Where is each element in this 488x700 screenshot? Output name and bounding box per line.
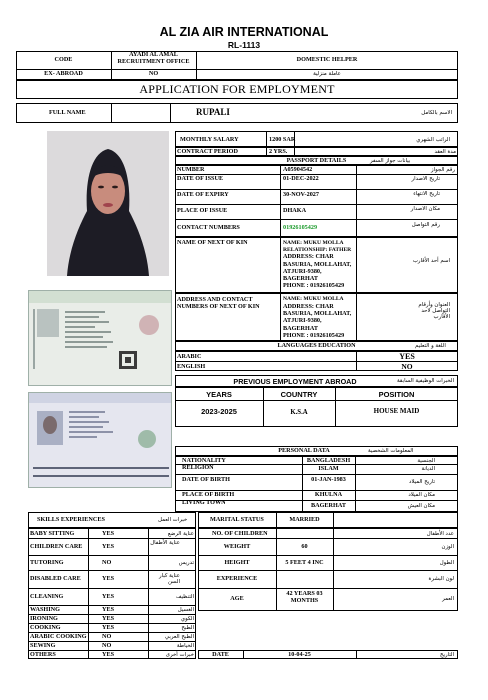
personal-section-arabic: المعلومات الشخصية	[368, 447, 414, 454]
pob-arabic: مكان الميلاد	[408, 492, 435, 498]
arabic-language-label: ARABIC	[177, 353, 202, 360]
languages-section-title: LANGUAGES EDUCATION	[277, 342, 356, 349]
kin-label: NAME OF NEXT OF KIN	[177, 239, 248, 246]
prev-employment-arabic: الخبرات الوظيفية السابقة	[396, 378, 454, 384]
contact-value: 01926105429	[283, 224, 318, 231]
applicant-photo	[47, 131, 169, 276]
height-label: HEIGHT	[224, 559, 250, 566]
country-value: K.S.A	[290, 409, 308, 416]
marital-value: MARRIED	[289, 516, 320, 523]
skill-ironing-label: IRONING	[30, 615, 58, 622]
religion-label: RELIGION	[182, 463, 214, 471]
company-name: AL ZIA AIR INTERNATIONAL	[159, 25, 329, 39]
skill-disabled-care-value: YES	[102, 575, 115, 582]
expiry-date-arabic: تاريخ الانتهاء	[413, 191, 440, 197]
living-town-value: BAGERHAT	[311, 502, 346, 509]
place-of-issue-arabic: مكان الاصدار	[410, 206, 440, 212]
nationality-arabic: الجنسية	[417, 457, 435, 464]
position-value-row: HOUSE MAID	[373, 407, 420, 415]
skill-tutoring-label: TUTORING	[30, 559, 64, 566]
nationality-value: BANGLADESH	[306, 456, 351, 464]
religion-value: ISLAM	[318, 465, 339, 472]
skill-children-care-label: CHILDREN CARE	[30, 543, 83, 550]
skill-washing-arabic: الغسيل	[177, 607, 194, 613]
skill-cooking-value: YES	[102, 624, 115, 631]
ex-abroad-label: EX- ABROAD	[44, 70, 83, 77]
age-arabic: العمر	[442, 596, 454, 602]
skill-cleaning-label: CLEANING	[30, 593, 64, 600]
experience-label: EXPERIENCE	[216, 575, 258, 582]
skill-others-arabic: خبرات أخرى	[165, 652, 194, 658]
age-label: AGE	[230, 595, 244, 602]
skill-tutoring-value: NO	[102, 559, 112, 566]
contract-arabic: مدة العقد	[434, 148, 456, 155]
pob-label: PLACE OF BIRTH	[182, 491, 235, 498]
date-value: 10-04-25	[288, 650, 311, 658]
children-count-arabic: عدد الأطفال	[426, 531, 454, 537]
passport-image	[28, 392, 172, 488]
skill-arabic-cooking-label: ARABIC COOKING	[30, 633, 87, 640]
experience-arabic: لون البشرة	[428, 576, 454, 582]
height-value: 5 FEET 4 INC	[285, 559, 324, 566]
skill-disabled-care-arabic: عناية كبار السن	[158, 573, 180, 585]
ex-abroad-value: NO	[148, 70, 159, 77]
passport-section-title: PASSPORT DETAILS	[286, 156, 347, 164]
date-label: DATE	[212, 650, 229, 658]
skill-washing-label: WASHING	[30, 606, 60, 613]
skill-arabic-cooking-value: NO	[102, 633, 112, 640]
arabic-language-value: YES	[399, 352, 415, 361]
issue-date-arabic: تاريخ الاصدار	[411, 176, 440, 182]
living-town-arabic: مكان العيش	[407, 503, 435, 509]
passport-number-label: NUMBER	[177, 166, 205, 173]
weight-value: 60	[301, 543, 308, 550]
years-header: YEARS	[206, 390, 232, 399]
english-language-label: ENGLISH	[177, 362, 206, 370]
id-card-image	[28, 290, 172, 386]
skill-sewing-value: NO	[102, 642, 112, 649]
address-details: NAME: MUKU MOLLA ADDRESS: CHAR BASURIA, MOLLAHAT, ATJURI-9380, BAGERHAT PHONE : 01926105429	[283, 296, 352, 339]
country-header: COUNTRY	[280, 390, 318, 399]
kin-arabic: اسم أحد الأقارب	[412, 258, 450, 264]
place-of-issue-label: PLACE OF ISSUE	[177, 207, 228, 214]
expiry-date-value: 30-NOV-2027	[283, 191, 319, 198]
skill-children-care-value: YES	[102, 543, 115, 550]
skill-cleaning-value: YES	[102, 593, 115, 600]
full-name-value: RUPALI	[196, 107, 230, 117]
skill-baby-sitting-value: YES	[102, 530, 115, 537]
skill-others-value: YES	[102, 651, 115, 658]
kin-details: NAME: MUKU MOLLA RELATIONSHIP: FATHER ADDRESS: CHAR BASURIA, MOLLAHAT, ATJURI-9380, BAGERHAT PHONE : 01926105429	[283, 240, 352, 290]
pob-value: KHULNA	[314, 491, 343, 498]
skill-children-care-arabic: عناية الأطفال	[150, 540, 180, 546]
contact-arabic: رقم التواصل	[411, 222, 440, 228]
age-value: 42 YEARS 03 MONTHS	[286, 590, 323, 604]
issue-date-label: DATE OF ISSUE	[177, 175, 224, 182]
date-arabic: التاريخ	[440, 651, 454, 658]
english-language-value: NO	[401, 362, 413, 371]
salary-label: MONTHLY SALARY	[180, 136, 239, 143]
skill-sewing-label: SEWING	[30, 642, 56, 649]
contract-value: 2 YRS.	[269, 147, 288, 155]
skill-tutoring-arabic: تدريس	[178, 560, 194, 566]
dob-value: 01-JAN-1983	[311, 476, 346, 483]
address-label: ADDRESS AND CONTACT NUMBERS OF NEXT OF KIN	[177, 296, 260, 310]
marital-label: MARITAL STATUS	[210, 516, 264, 523]
office-label: AYADI AL AMAL RECRUITMENT OFFICE	[117, 51, 190, 65]
skill-ironing-value: YES	[102, 615, 115, 622]
skill-washing-value: YES	[102, 606, 115, 613]
form-title: APPLICATION FOR EMPLOYMENT	[139, 82, 335, 96]
issue-date-value: 01-DEC-2022	[283, 175, 319, 182]
contact-label: CONTACT NUMBERS	[177, 224, 240, 231]
rl-number: RL-1113	[227, 40, 261, 50]
years-value: 2023-2025	[201, 407, 237, 416]
expiry-date-label: DATE OF EXPIRY	[177, 191, 229, 198]
nationality-label: NATIONALITY	[182, 456, 226, 464]
children-count-label: NO. OF CHILDREN	[212, 530, 268, 537]
living-town-label: LIVING TOWN	[182, 498, 226, 506]
skill-cooking-arabic: الطبخ	[181, 625, 194, 631]
skill-baby-sitting-label: BABY SITTING	[30, 530, 75, 537]
height-arabic: الطول	[439, 560, 454, 566]
passport-number-arabic: رقم الجواز	[431, 167, 455, 173]
dob-label: DATE OF BIRTH	[182, 476, 230, 483]
code-label: CODE	[54, 56, 73, 63]
position-value: DOMESTIC HELPER	[296, 56, 358, 63]
religion-arabic: الديانة	[421, 466, 435, 472]
skill-baby-sitting-arabic: عناية الرضع	[167, 531, 194, 537]
full-name-label: FULL NAME	[49, 109, 86, 116]
salary-arabic: الراتب الشهري	[416, 137, 450, 143]
position-arabic: عاملة منزلية	[313, 71, 341, 77]
skill-arabic-cooking-arabic: الطبخ العربي	[164, 634, 194, 640]
position-header: POSITION	[378, 390, 415, 399]
full-name-arabic: الاسم بالكامل	[421, 110, 452, 116]
skill-sewing-arabic: الخياطة	[176, 643, 194, 649]
place-of-issue-value: DHAKA	[283, 207, 307, 214]
passport-section-arabic: بيانات جواز السفر	[370, 157, 411, 164]
languages-section-arabic: اللغة و التعليم	[415, 343, 446, 349]
skill-cooking-label: COOKING	[30, 624, 61, 631]
dob-arabic: تاريخ الميلاد	[409, 479, 435, 485]
skill-others-label: OTHERS	[30, 651, 56, 658]
weight-label: WEIGHT	[223, 543, 251, 550]
contract-label: CONTRACT PERIOD	[177, 147, 238, 155]
skill-ironing-arabic: الكوي	[180, 616, 194, 622]
prev-employment-title: PREVIOUS EMPLOYMENT ABROAD	[233, 377, 357, 386]
skill-disabled-care-label: DISABLED CARE	[30, 575, 81, 582]
skill-cleaning-arabic: التنظيف	[175, 594, 194, 600]
skills-title-arabic: خبرات العمل	[158, 517, 188, 523]
passport-number-value: A05904542	[283, 166, 313, 173]
skills-title: SKILLS EXPERIENCES	[37, 516, 105, 523]
address-arabic: العنوان وأرقام التواصل لاحد الأقارب	[418, 302, 450, 320]
weight-arabic: الوزن	[441, 544, 454, 550]
salary-value: 1200 SAR	[269, 136, 296, 143]
personal-section-title: PERSONAL DATA	[278, 446, 330, 454]
